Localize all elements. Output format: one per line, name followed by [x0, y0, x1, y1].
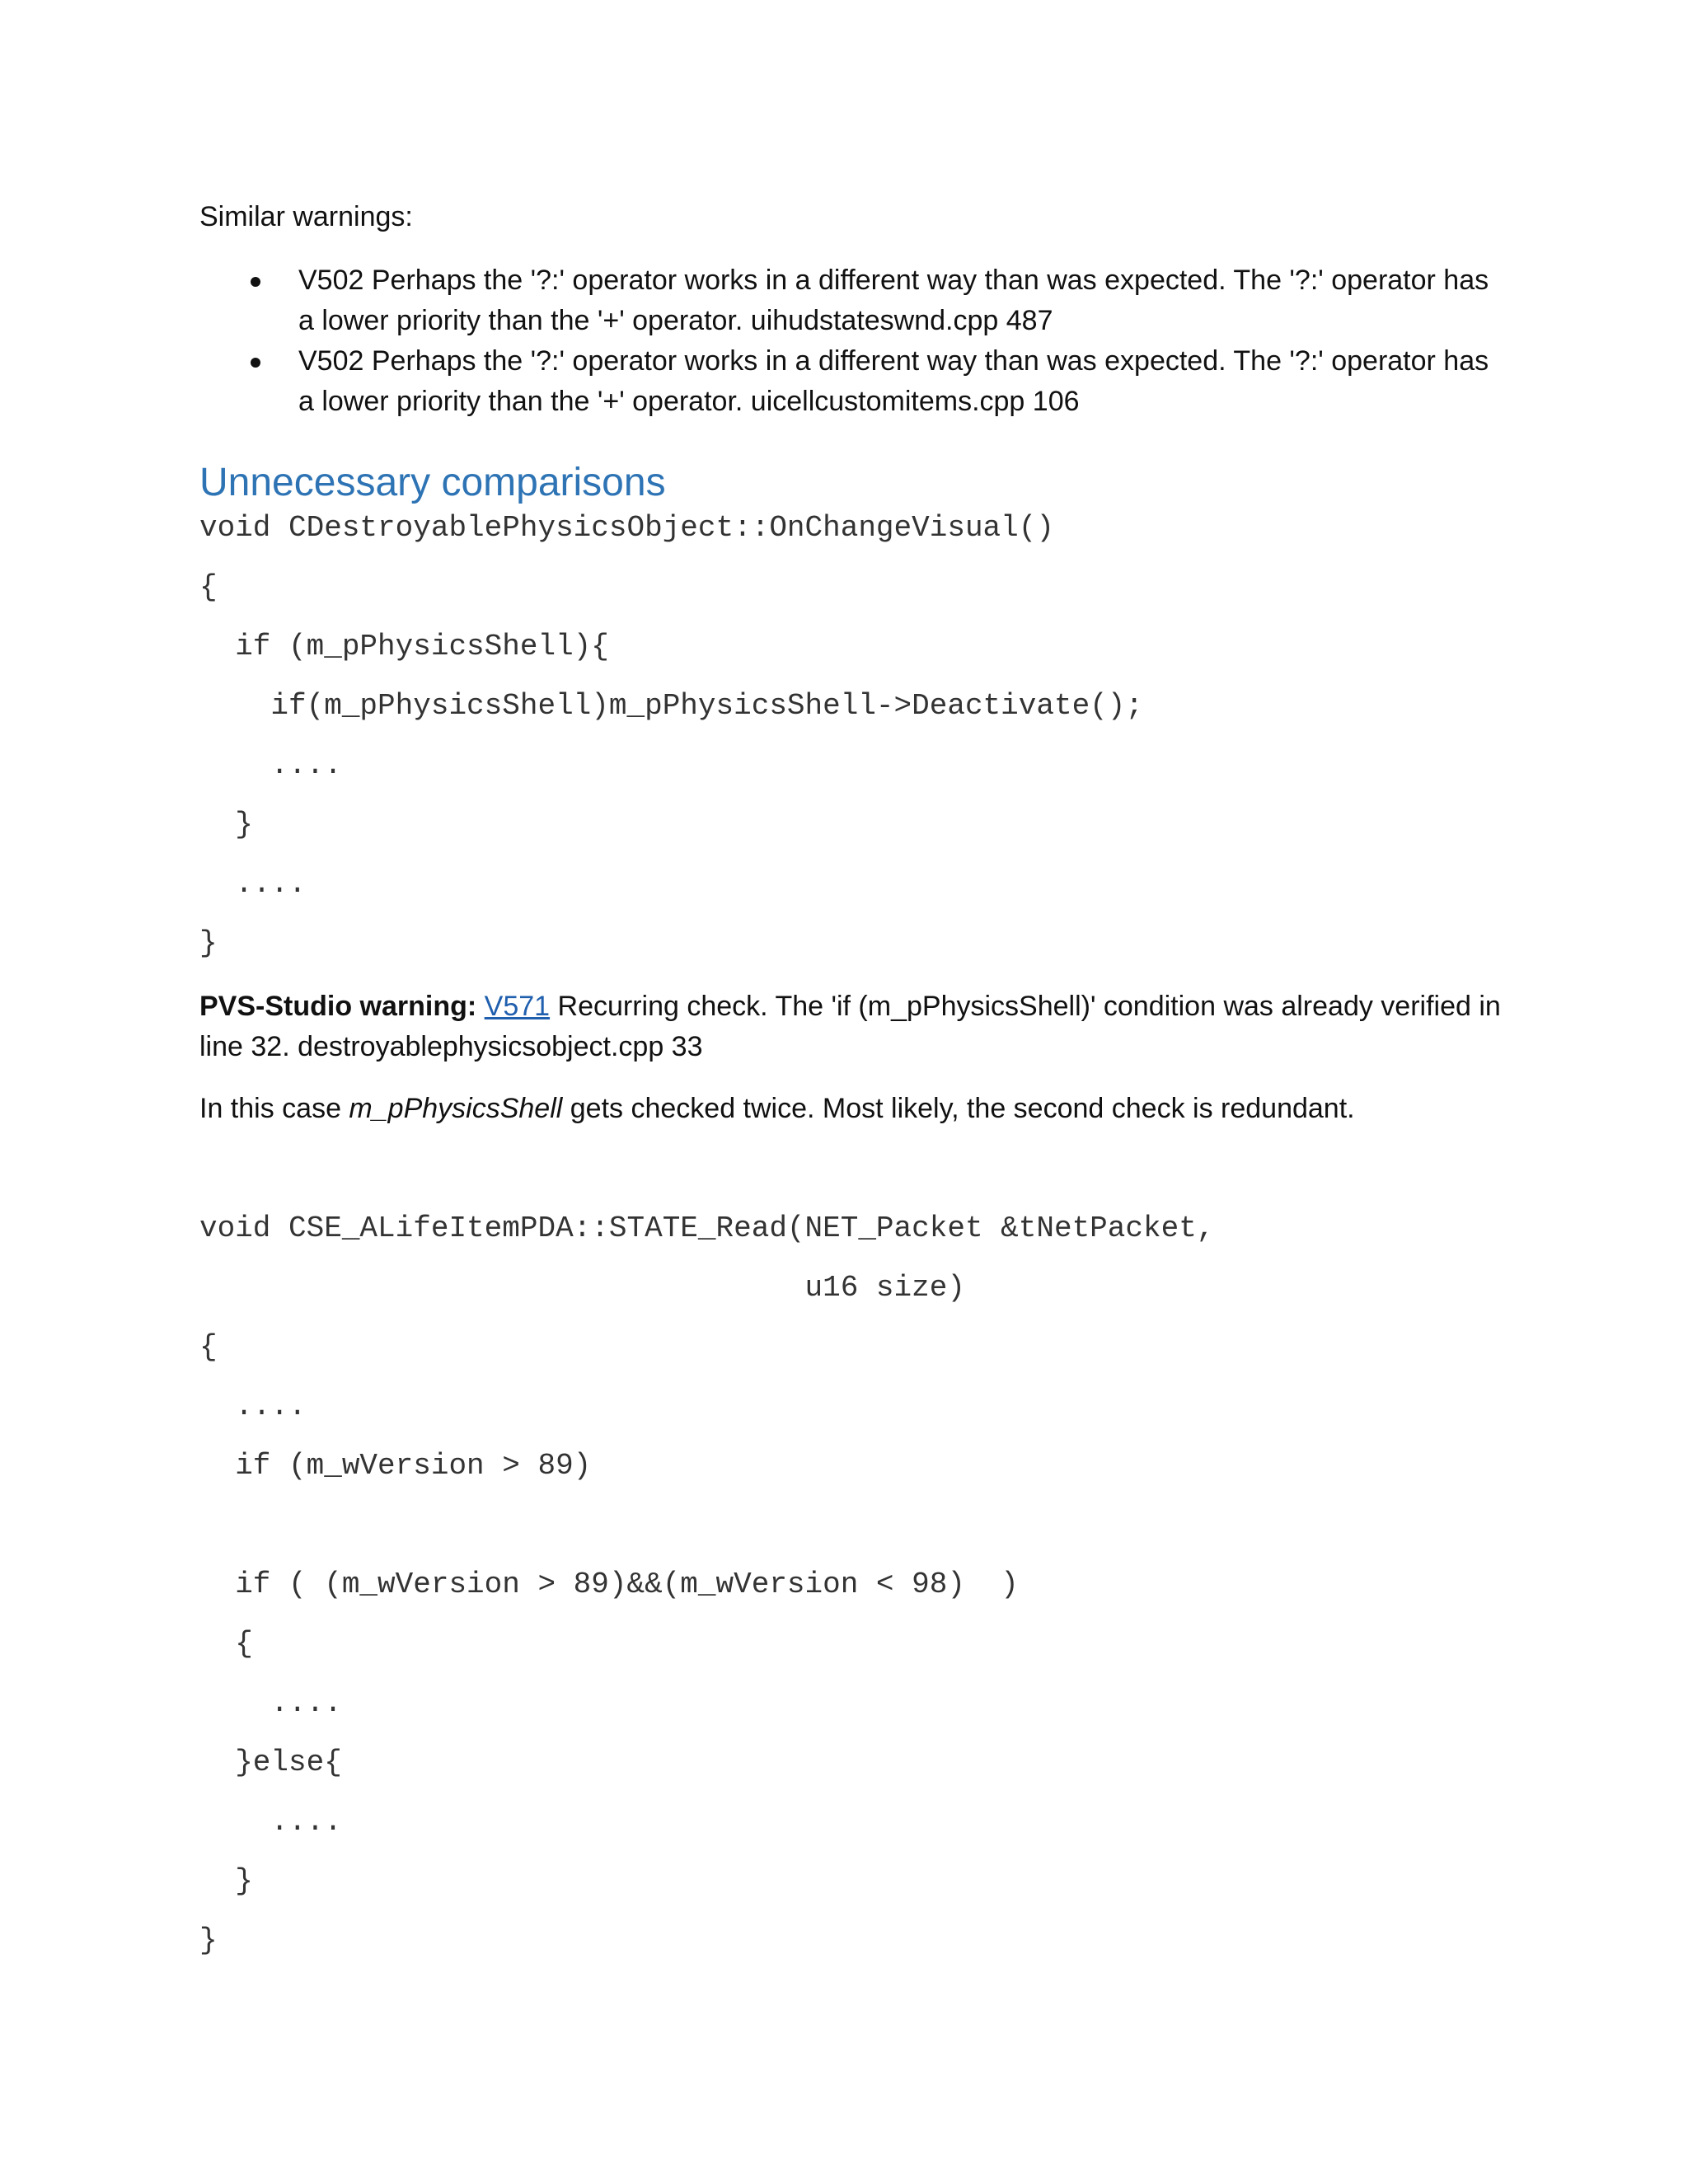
code-line: {	[199, 570, 218, 604]
bullet-icon	[251, 277, 260, 287]
code-line: }else{	[199, 1746, 342, 1779]
warning-text: Recurring check. The 'if (m_pPhysicsShell)' condition was already verified in	[550, 991, 1501, 1022]
code-line: {	[199, 1330, 218, 1364]
code-line: void CDestroyablePhysicsObject::OnChangeVisual()	[199, 511, 1054, 545]
code-line: }	[199, 808, 253, 841]
list-item	[199, 260, 1502, 341]
code-line	[199, 1505, 1214, 1564]
code-line: ....	[199, 867, 307, 901]
code-line: if(m_pPhysicsShell)m_pPhysicsShell->Deactivate();	[199, 689, 1143, 723]
code-line: if (m_wVersion > 89)	[199, 1449, 592, 1483]
warning-line: V502 Perhaps the '?:' operator works in a different way than was expected. The '?:' operator has	[298, 345, 1489, 377]
section-heading: Unnecessary comparisons	[199, 461, 666, 504]
pvs-warning-line-2: line 32. destroyablephysicsobject.cpp 33	[199, 1031, 703, 1062]
code-line: ....	[199, 1805, 342, 1839]
code-line: ....	[199, 748, 342, 782]
explanation-paragraph	[199, 1089, 1502, 1129]
warning-label: PVS-Studio warning:	[199, 991, 477, 1022]
pvs-warning-line-1	[199, 987, 1502, 1027]
code-block-2	[199, 1208, 1214, 1980]
code-block-1	[199, 508, 1143, 982]
variable-name: m_pPhysicsShell	[349, 1093, 563, 1124]
code-line: ....	[199, 1390, 307, 1423]
code-line: }	[199, 1924, 218, 1957]
code-line: {	[199, 1627, 253, 1661]
code-line: void CSE_ALifeItemPDA::STATE_Read(NET_Packet &tNetPacket,	[199, 1212, 1215, 1245]
warning-line: V502 Perhaps the '?:' operator works in a different way than was expected. The '?:' operator has	[298, 265, 1489, 296]
bullet-icon	[251, 358, 260, 368]
list-item	[199, 341, 1502, 422]
code-line: u16 size)	[199, 1271, 965, 1305]
similar-warnings-label: Similar warnings:	[199, 201, 413, 232]
v571-link[interactable]: V571	[484, 991, 551, 1022]
warning-line: a lower priority than the '+' operator. uihudstateswnd.cpp 487	[298, 305, 1053, 336]
code-line: if ( (m_wVersion > 89)&&(m_wVersion < 98) )	[199, 1568, 1019, 1601]
code-line: if (m_pPhysicsShell){	[199, 630, 609, 663]
code-line: ....	[199, 1686, 342, 1720]
code-line: }	[199, 926, 218, 960]
explanation-suffix: gets checked twice. Most likely, the second check is redundant.	[562, 1093, 1355, 1124]
similar-warnings-list	[199, 260, 1502, 422]
explanation-prefix: In this case	[199, 1093, 349, 1124]
code-line: }	[199, 1864, 253, 1898]
pvs-warning	[199, 987, 1502, 1067]
warning-line: a lower priority than the '+' operator. uicellcustomitems.cpp 106	[298, 386, 1080, 417]
